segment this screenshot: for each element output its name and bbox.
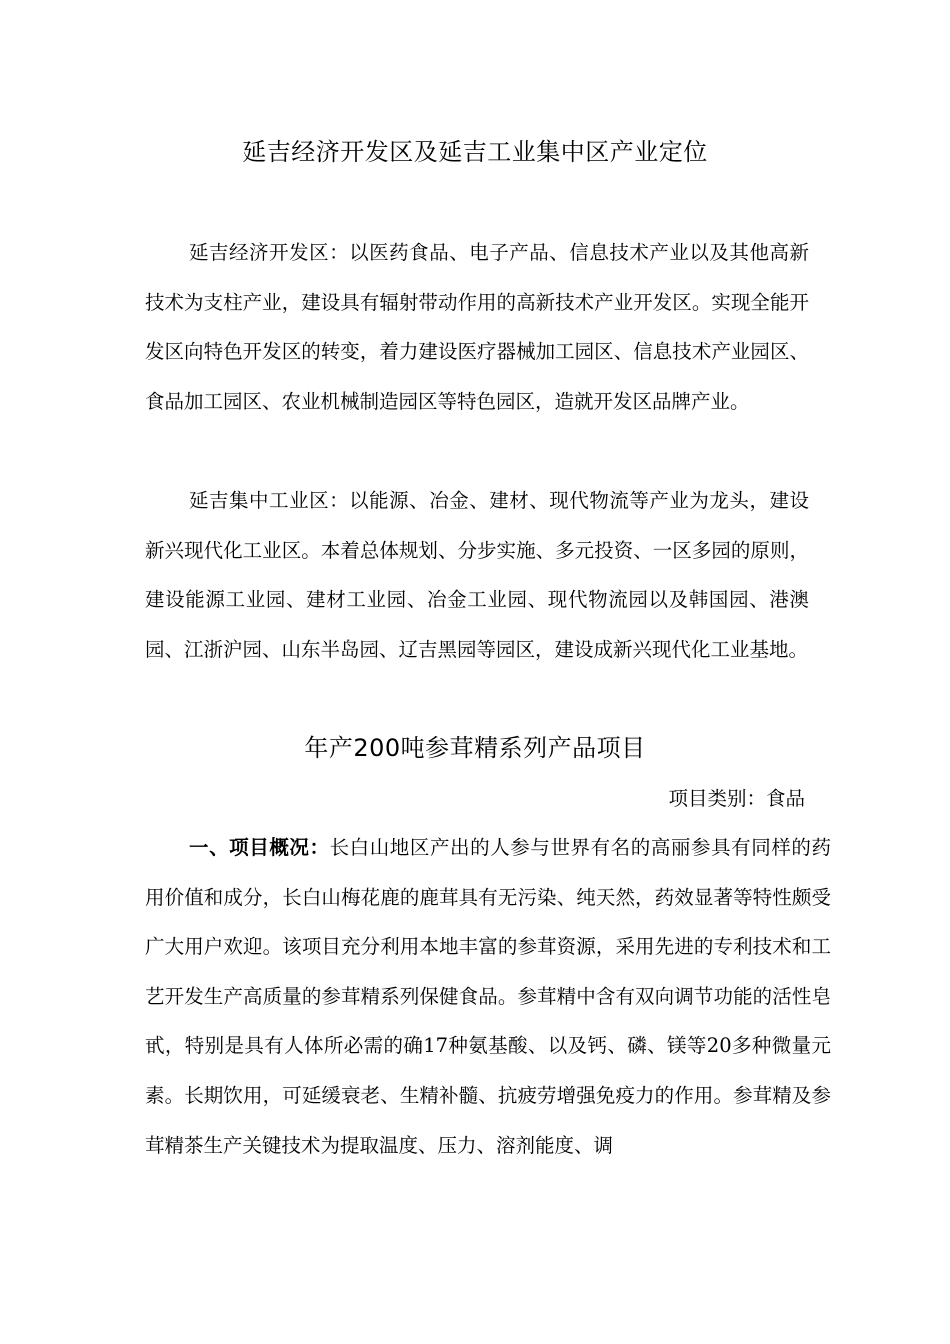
project-title: 年产200吨参茸精系列产品项目 bbox=[304, 734, 646, 762]
paragraph-project-overview bbox=[145, 823, 831, 1170]
paragraph-economic-zone: 延吉经济开发区：以医药食品、电子产品、信息技术产业以及其他高新技术为支柱产业，建设具有辐射带动作用的高新技术产业开发区。实现全能开发区向特色开发区的转变，着力建设医疗器械加工园区、信息技术产业园区、食品加工园区、农业机械制造园区等特色园区，造就开发区品牌产业。 bbox=[145, 241, 809, 413]
section-body: 长白山地区产出的人参与世界有名的高丽参具有同样的药用价值和成分，长白山梅花鹿的鹿茸具有无污染、纯天然，药效显著等特性颇受广大用户欢迎。该项目充分利用本地丰富的参茸资源，采用先进的专利技术和工艺开发生产高质量的参茸精系列保健食品。参茸精中含有双向调节功能的活性皂甙，特别是具有人体所必需的确17种氨基酸、以及钙、磷、镁等20多种微量元素。长期饮用，可延缓衰老、生精补髓、抗疲劳增强免疫力的作用。参茸精及参茸精茶生产关键技术为提取温度、压力、溶剂能度、调 bbox=[145, 836, 831, 1157]
paragraph-industrial-zone: 延吉集中工业区：以能源、冶金、建材、现代物流等产业为龙头，建设新兴现代化工业区。本着总体规划、分步实施、多元投资、一区多园的原则，建设能源工业园、建材工业园、冶金工业园、现代物流园以及韩国园、港澳园、江浙沪园、山东半岛园、辽吉黑园等园区，建设成新兴现代化工业基地。 bbox=[145, 489, 809, 661]
document-title: 延吉经济开发区及延吉工业集中区产业定位 bbox=[242, 138, 708, 166]
section-heading: 一、项目概况： bbox=[189, 836, 330, 859]
project-category: 项目类别：食品 bbox=[668, 787, 805, 810]
